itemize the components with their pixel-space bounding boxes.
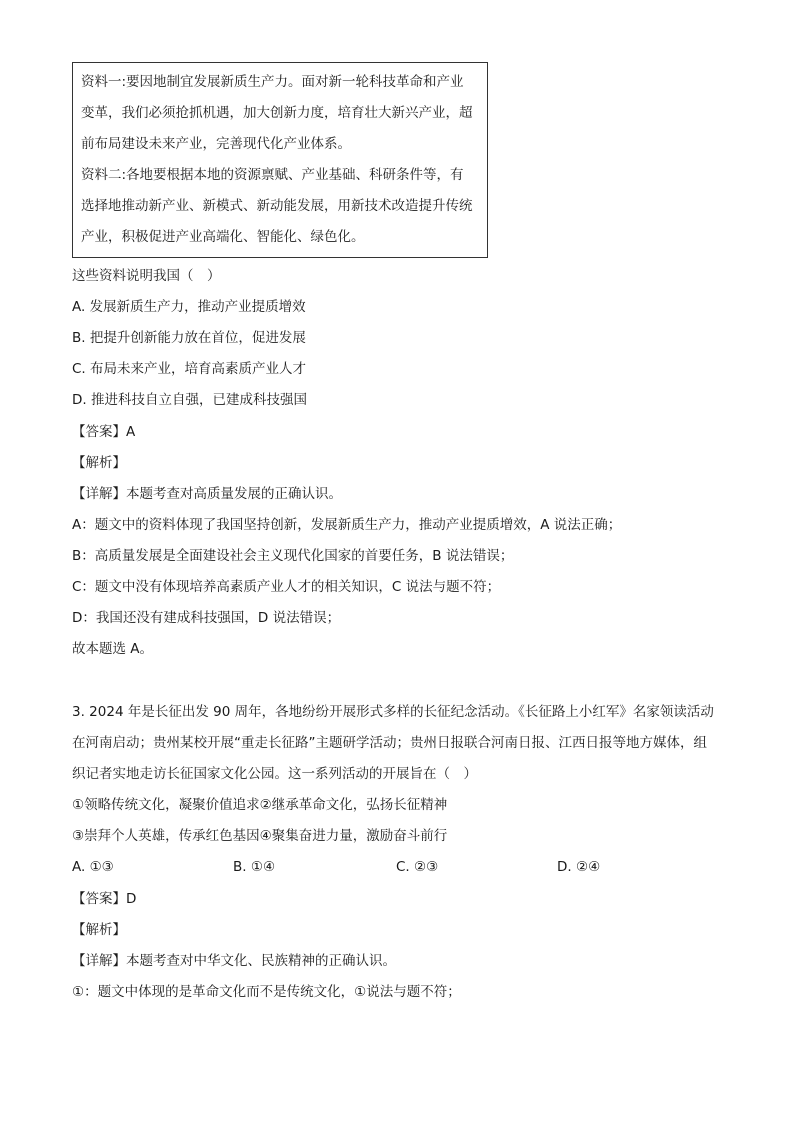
question-stem: 在河南启动；贵州某校开展“重走长征路”主题研学活动；贵州日报联合河南日报、江西日报等地方媒体，组	[72, 735, 707, 751]
choice-line: ①领略传统文化，凝聚价值追求②继承革命文化，弘扬长征精神	[72, 797, 448, 813]
conclusion: 故本题选 A。	[72, 641, 154, 657]
option-b: B. 把提升创新能力放在首位，促进发展	[72, 330, 306, 346]
material-line: 资料二:各地要根据本地的资源禀赋、产业基础、科研条件等，有	[81, 167, 464, 183]
explanation-line: A：题文中的资料体现了我国坚持创新，发展新质生产力，推动产业提质增效，A 说法正确；	[72, 517, 622, 533]
answer-label: 【答案】D	[72, 891, 137, 907]
detail-label: 【详解】本题考查对高质量发展的正确认识。	[72, 486, 342, 502]
question-stem: 这些资料说明我国（ ）	[72, 268, 221, 284]
option-b: B. ①④	[233, 859, 276, 875]
analysis-label: 【解析】	[72, 922, 126, 938]
option-d: D. ②④	[557, 859, 601, 875]
option-a: A. ①③	[72, 859, 114, 875]
answer-label: 【答案】A	[72, 424, 136, 440]
material-line: 前布局建设未来产业，完善现代化产业体系。	[81, 136, 351, 152]
question-stem: 3. 2024 年是长征出发 90 周年，各地纷纷开展形式多样的长征纪念活动。《长征路上小红军》名家领读活动	[72, 704, 714, 720]
material-box	[72, 62, 488, 258]
question-stem: 织记者实地走访长征国家文化公园。这一系列活动的开展旨在（ ）	[72, 766, 477, 782]
choice-line: ③崇拜个人英雄，传承红色基因④聚集奋进力量，激励奋斗前行	[72, 828, 448, 844]
explanation-line: B：高质量发展是全面建设社会主义现代化国家的首要任务，B 说法错误；	[72, 548, 514, 564]
option-a: A. 发展新质生产力，推动产业提质增效	[72, 299, 306, 315]
material-line: 变革，我们必须抢抓机遇，加大创新力度，培育壮大新兴产业，超	[81, 105, 473, 121]
option-d: D. 推进科技自立自强，已建成科技强国	[72, 392, 307, 408]
material-line: 选择地推动新产业、新模式、新动能发展，用新技术改造提升传统	[81, 198, 473, 214]
detail-label: 【详解】本题考查对中华文化、民族精神的正确认识。	[72, 953, 396, 969]
explanation-line: D：我国还没有建成科技强国，D 说法错误；	[72, 610, 341, 626]
option-c: C. 布局未来产业，培育高素质产业人才	[72, 361, 307, 377]
explanation-line: ①：题文中体现的是革命文化而不是传统文化，①说法与题不符；	[72, 984, 461, 1000]
analysis-label: 【解析】	[72, 455, 126, 471]
explanation-line: C：题文中没有体现培养高素质产业人才的相关知识，C 说法与题不符；	[72, 579, 501, 595]
option-c: C. ②③	[396, 859, 439, 875]
material-line: 资料一:要因地制宜发展新质生产力。面对新一轮科技革命和产业	[81, 74, 464, 90]
material-line: 产业，积极促进产业高端化、智能化、绿色化。	[81, 229, 365, 245]
